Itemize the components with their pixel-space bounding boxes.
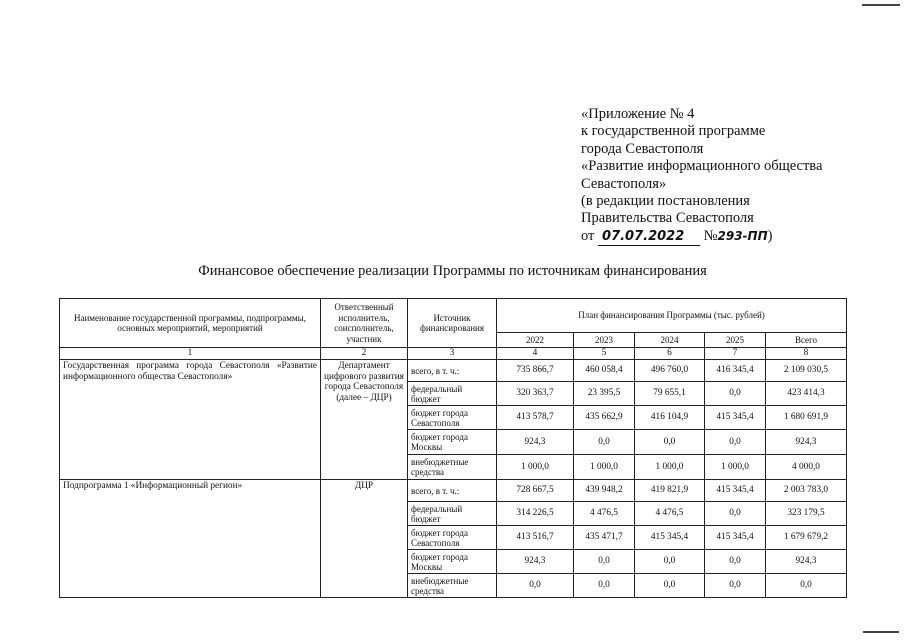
annex-line-6: (в редакции постановления	[581, 193, 750, 210]
executor-cell: Департамент цифрового развития города Севастополя (далее – ДЦР)	[321, 360, 408, 480]
value-cell: 1 000,0	[705, 455, 766, 480]
value-cell: 735 866,7	[497, 360, 574, 382]
executor-cell: ДЦР	[321, 480, 408, 598]
table-row	[60, 360, 847, 382]
column-index: 3	[408, 348, 497, 360]
value-cell: 496 760,0	[635, 360, 705, 382]
value-cell: 4 476,5	[635, 502, 705, 526]
table-row	[60, 480, 847, 502]
value-cell: 0,0	[705, 574, 766, 598]
header-year: 2022	[497, 333, 574, 348]
annex-line-7: Правительства Севастополя	[581, 210, 754, 227]
value-cell: 435 662,9	[574, 406, 635, 430]
annex-line-2: к государственной программе	[581, 123, 766, 140]
value-cell: 416 345,4	[705, 360, 766, 382]
annex-date-line	[581, 228, 822, 246]
header-executor: Ответственный исполнитель, соисполнитель, участник	[321, 299, 408, 348]
value-cell: 0,0	[705, 430, 766, 455]
column-index: 7	[705, 348, 766, 360]
value-cell: 0,0	[497, 574, 574, 598]
value-cell: 0,0	[705, 502, 766, 526]
program-name-cell: Государственная программа города Севастополя «Развитие информационного общества Севастополя»	[60, 360, 321, 480]
annex-line-4: «Развитие информационного общества	[581, 158, 823, 175]
value-cell: 0,0	[574, 574, 635, 598]
value-cell: 320 363,7	[497, 382, 574, 406]
value-cell: 0,0	[705, 550, 766, 574]
value-cell: 0,0	[574, 550, 635, 574]
scan-edge-mark-bottom	[863, 631, 899, 633]
value-cell: 23 395,5	[574, 382, 635, 406]
column-index: 2	[321, 348, 408, 360]
value-cell: 415 345,4	[705, 406, 766, 430]
source-cell: федеральный бюджет	[408, 382, 497, 406]
column-index: 4	[497, 348, 574, 360]
total-cell: 423 414,3	[766, 382, 847, 406]
source-cell: всего, в т. ч.:	[408, 360, 497, 382]
header-total: Всего	[766, 333, 847, 348]
header-plan: План финансирования Программы (тыс. рублей)	[497, 299, 847, 333]
total-cell: 0,0	[766, 574, 847, 598]
document-title: Финансовое обеспечение реализации Программы по источникам финансирования	[198, 263, 707, 279]
source-cell: внебюджетные средства	[408, 455, 497, 480]
total-cell: 2 109 030,5	[766, 360, 847, 382]
source-cell: бюджет города Севастополя	[408, 526, 497, 550]
column-index: 8	[766, 348, 847, 360]
header-year: 2025	[705, 333, 766, 348]
source-cell: всего, в т. ч.:	[408, 480, 497, 502]
value-cell: 415 345,4	[705, 480, 766, 502]
annex-header	[581, 106, 822, 246]
value-cell: 1 000,0	[574, 455, 635, 480]
number-prefix: №	[703, 227, 718, 244]
value-cell: 413 516,7	[497, 526, 574, 550]
source-cell: бюджет города Севастополя	[408, 406, 497, 430]
program-name-cell: Подпрограмма 1 «Информационный регион»	[60, 480, 321, 598]
value-cell: 0,0	[635, 550, 705, 574]
source-cell: федеральный бюджет	[408, 502, 497, 526]
total-cell: 924,3	[766, 550, 847, 574]
total-cell: 2 003 783,0	[766, 480, 847, 502]
value-cell: 4 476,5	[574, 502, 635, 526]
value-cell: 419 821,9	[635, 480, 705, 502]
number-suffix: )	[767, 227, 773, 244]
column-index: 1	[60, 348, 321, 360]
annex-line-5: Севастополя»	[581, 175, 667, 192]
value-cell: 0,0	[705, 382, 766, 406]
value-cell: 415 345,4	[705, 526, 766, 550]
value-cell: 416 104,9	[635, 406, 705, 430]
handwritten-date: 07.07.2022	[598, 228, 700, 246]
column-index: 6	[635, 348, 705, 360]
value-cell: 79 655,1	[635, 382, 705, 406]
header-year: 2023	[574, 333, 635, 348]
value-cell: 924,3	[497, 550, 574, 574]
value-cell: 439 948,2	[574, 480, 635, 502]
total-cell: 4 000,0	[766, 455, 847, 480]
column-index-row	[60, 348, 847, 360]
total-cell: 1 680 691,9	[766, 406, 847, 430]
value-cell: 1 000,0	[497, 455, 574, 480]
handwritten-number: 293-ПП	[717, 228, 768, 243]
header-source: Источник финансирования	[408, 299, 497, 348]
value-cell: 0,0	[574, 430, 635, 455]
value-cell: 460 058,4	[574, 360, 635, 382]
value-cell: 435 471,7	[574, 526, 635, 550]
source-cell: бюджет города Москвы	[408, 550, 497, 574]
value-cell: 924,3	[497, 430, 574, 455]
value-cell: 0,0	[635, 574, 705, 598]
annex-line-3: города Севастополя	[581, 140, 704, 157]
scan-edge-mark-top	[862, 4, 900, 6]
column-index: 5	[574, 348, 635, 360]
value-cell: 314 226,5	[497, 502, 574, 526]
value-cell: 413 578,7	[497, 406, 574, 430]
value-cell: 415 345,4	[635, 526, 705, 550]
total-cell: 1 679 679,2	[766, 526, 847, 550]
value-cell: 1 000,0	[635, 455, 705, 480]
date-prefix: от	[581, 227, 595, 244]
total-cell: 323 179,5	[766, 502, 847, 526]
annex-line-1: «Приложение № 4	[581, 106, 695, 122]
source-cell: внебюджетные средства	[408, 574, 497, 598]
header-year: 2024	[635, 333, 705, 348]
value-cell: 728 667,5	[497, 480, 574, 502]
source-cell: бюджет города Москвы	[408, 430, 497, 455]
header-name: Наименование государственной программы, подпрограммы, основных мероприятий, мероприятий	[60, 299, 321, 348]
total-cell: 924,3	[766, 430, 847, 455]
financing-table	[59, 298, 847, 598]
value-cell: 0,0	[635, 430, 705, 455]
